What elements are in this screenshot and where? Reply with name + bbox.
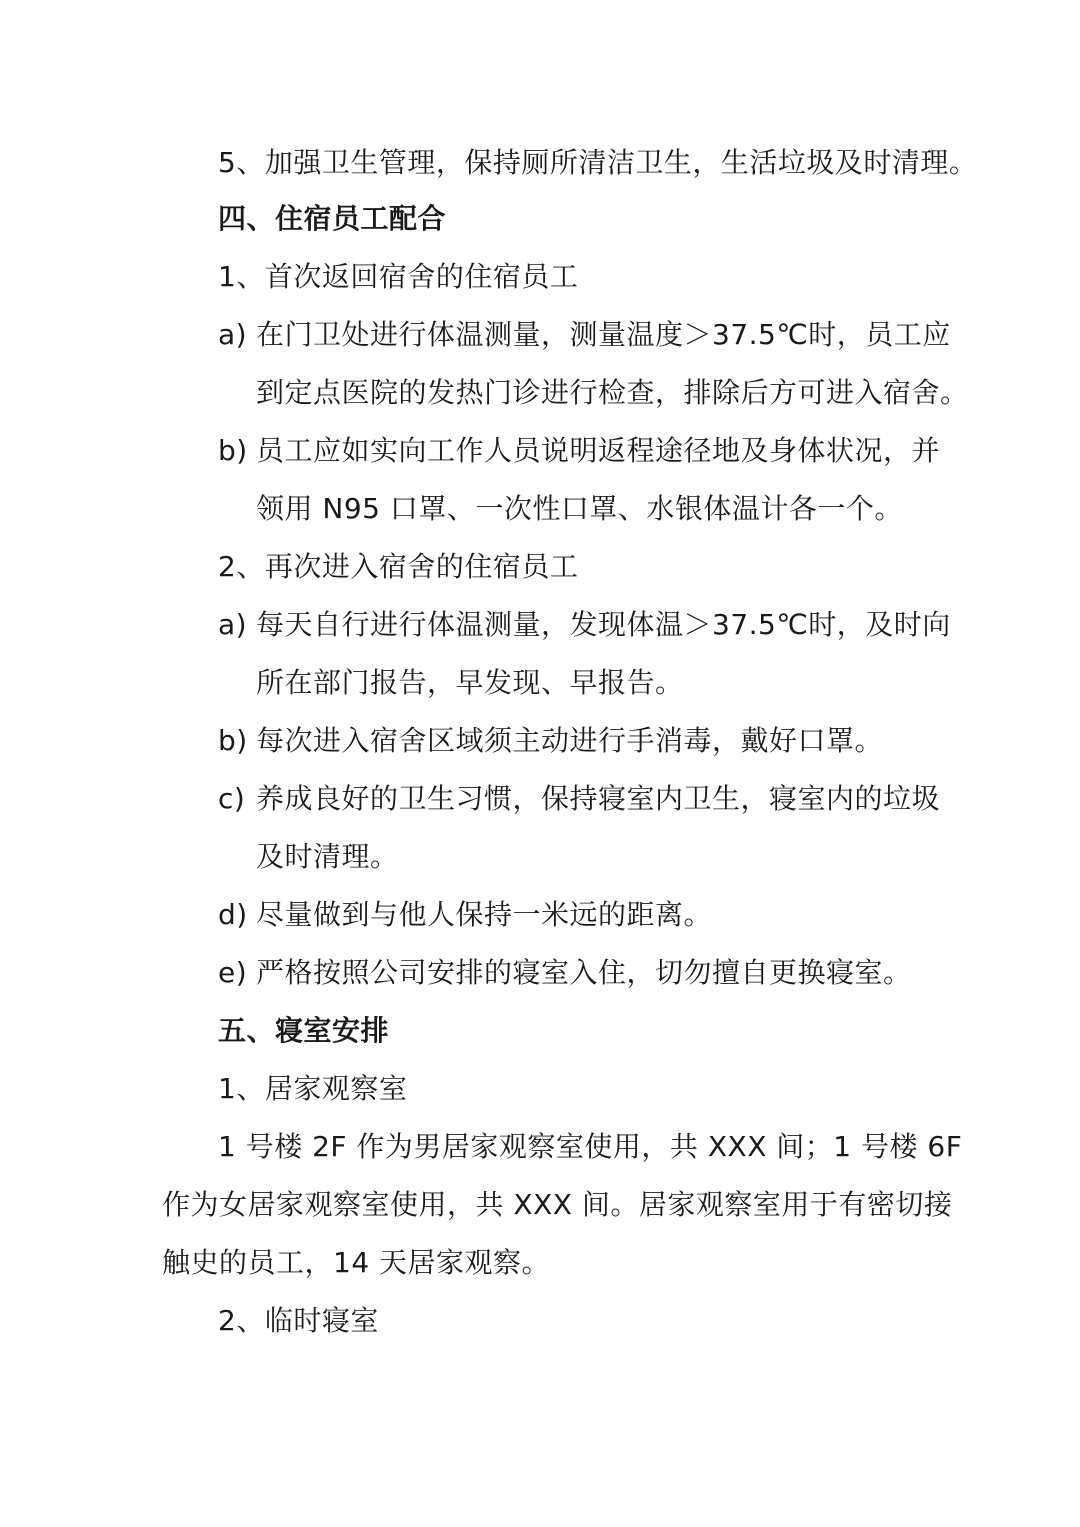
list-item-continuation: 到定点医院的发热门诊进行检查，排除后方可进入宿舍。 [256,376,969,409]
list-item-continuation: 领用 N95 口罩、一次性口罩、水银体温计各一个。 [256,492,903,525]
subheading-first-return: 1、首次返回宿舍的住宿员工 [218,260,579,293]
subheading-temporary-dorm: 2、临时寝室 [218,1304,379,1337]
list-item-continuation: 所在部门报告，早发现、早报告。 [256,666,684,699]
list-item-text: 每天自行进行体温测量，发现体温＞37.5℃时，及时向 [256,608,951,641]
section-heading-4: 四、住宿员工配合 [218,202,447,235]
list-marker: e) [218,956,248,989]
paragraph-observation-line-3: 触史的员工，14 天居家观察。 [162,1246,551,1279]
subheading-home-observation: 1、居家观察室 [218,1072,408,1105]
list-item-text: 严格按照公司安排的寝室入住，切勿擅自更换寝室。 [256,956,912,989]
list-marker: a) [218,608,248,641]
subheading-re-entry: 2、再次进入宿舍的住宿员工 [218,550,579,583]
list-marker: b) [218,724,248,757]
list-marker: c) [218,782,246,815]
list-marker: d) [218,898,248,931]
list-marker: a) [218,318,248,351]
paragraph-hygiene-management: 5、加强卫生管理，保持厕所清洁卫生，生活垃圾及时清理。 [218,146,978,179]
list-item-continuation: 及时清理。 [256,840,399,873]
list-marker: b) [218,434,248,467]
list-item-text: 尽量做到与他人保持一米远的距离。 [256,898,713,931]
list-item-text: 每次进入宿舍区域须主动进行手消毒，戴好口罩。 [256,724,884,757]
list-item-text: 养成良好的卫生习惯，保持寝室内卫生，寝室内的垃圾 [256,782,941,815]
list-item-text: 在门卫处进行体温测量，测量温度＞37.5℃时，员工应 [256,318,951,351]
paragraph-observation-line-1: 1 号楼 2F 作为男居家观察室使用，共 XXX 间；1 号楼 6F [218,1130,963,1163]
paragraph-observation-line-2: 作为女居家观察室使用，共 XXX 间。居家观察室用于有密切接 [162,1188,953,1221]
list-item-text: 员工应如实向工作人员说明返程途径地及身体状况，并 [256,434,941,467]
section-heading-5: 五、寝室安排 [218,1014,390,1047]
